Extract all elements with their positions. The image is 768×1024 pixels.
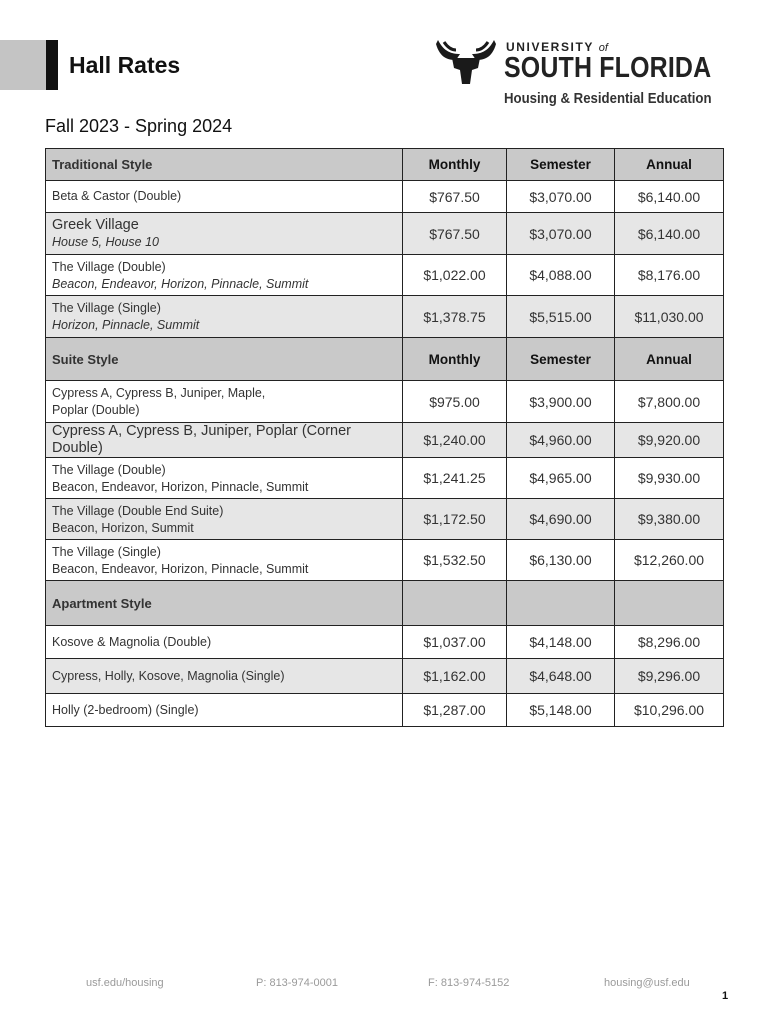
page-number: 1 xyxy=(722,990,729,1002)
monthly-rate-cell: $975.00 xyxy=(403,381,507,423)
annual-rate-cell: $12,260.00 xyxy=(615,540,724,581)
hall-buildings: Beacon, Endeavor, Horizon, Pinnacle, Summit xyxy=(52,276,309,291)
monthly-rate-cell: $1,532.50 xyxy=(403,540,507,581)
annual-rate-cell: $8,296.00 xyxy=(615,626,724,659)
hall-buildings: Beacon, Endeavor, Horizon, Pinnacle, Summit xyxy=(52,561,309,576)
hall-name-cell xyxy=(46,255,403,296)
table-row xyxy=(46,381,724,423)
hall-name-cell xyxy=(46,694,403,727)
table-row xyxy=(46,296,724,338)
section-title-cell xyxy=(46,581,403,626)
table-row xyxy=(46,694,724,727)
semester-rate-cell: $4,960.00 xyxy=(507,423,615,458)
hall-name: Greek Village xyxy=(52,217,139,233)
usf-logo xyxy=(434,36,734,112)
monthly-rate-cell: $1,378.75 xyxy=(403,296,507,338)
hall-name: Holly (2-bedroom) (Single) xyxy=(52,702,199,717)
section-header-row xyxy=(46,338,724,381)
hall-name: Cypress A, Cypress B, Juniper, Maple, xyxy=(52,386,266,400)
hall-name: The Village (Single) xyxy=(52,301,161,315)
footer-website[interactable]: usf.edu/housing xyxy=(86,977,164,989)
logo-of-text: of xyxy=(598,42,608,54)
monthly-rate-cell: $1,241.25 xyxy=(403,458,507,499)
hall-name: Cypress, Holly, Kosove, Magnolia (Single) xyxy=(52,668,285,683)
hall-name: Cypress A, Cypress B, Juniper, Poplar (Corner Double) xyxy=(52,423,351,456)
monthly-rate-cell: $1,287.00 xyxy=(403,694,507,727)
hall-name-cell xyxy=(46,499,403,540)
hall-name: Kosove & Magnolia (Double) xyxy=(52,634,212,649)
monthly-rate-cell: $767.50 xyxy=(403,213,507,255)
semester-rate-cell: $4,088.00 xyxy=(507,255,615,296)
monthly-rate-cell: $1,022.00 xyxy=(403,255,507,296)
hall-name-cell xyxy=(46,458,403,499)
hall-name: The Village (Single) xyxy=(52,544,161,559)
semester-rate-cell: $3,070.00 xyxy=(507,213,615,255)
monthly-rate-cell xyxy=(403,581,507,626)
hall-name-cell xyxy=(46,381,403,423)
section-header-row xyxy=(46,581,724,626)
monthly-rate-cell: Monthly xyxy=(403,338,507,381)
table-row xyxy=(46,540,724,581)
hall-name-cell xyxy=(46,423,403,458)
monthly-rate-cell: $1,240.00 xyxy=(403,423,507,458)
hall-name-cell xyxy=(46,540,403,581)
table-row xyxy=(46,423,724,458)
table-row xyxy=(46,255,724,296)
monthly-rate-cell: $1,037.00 xyxy=(403,626,507,659)
annual-rate-cell: $6,140.00 xyxy=(615,181,724,213)
table-row xyxy=(46,626,724,659)
term-subtitle: Fall 2023 - Spring 2024 xyxy=(45,116,233,136)
monthly-rate-cell: $1,162.00 xyxy=(403,659,507,694)
annual-rate-cell: $11,030.00 xyxy=(615,296,724,338)
section-title-cell xyxy=(46,149,403,181)
annual-rate-cell: $6,140.00 xyxy=(615,213,724,255)
hall-rates-table xyxy=(45,148,724,727)
semester-rate-cell: Semester xyxy=(507,338,615,381)
monthly-rate-cell: $767.50 xyxy=(403,181,507,213)
logo-department-text: Housing & Residential Education xyxy=(504,90,712,107)
hall-name-cell xyxy=(46,626,403,659)
semester-rate-cell: $4,690.00 xyxy=(507,499,615,540)
annual-rate-cell: $7,800.00 xyxy=(615,381,724,423)
table-row xyxy=(46,499,724,540)
monthly-rate-cell: Monthly xyxy=(403,149,507,181)
footer-email[interactable]: housing@usf.edu xyxy=(604,977,690,989)
table-row xyxy=(46,458,724,499)
table-row xyxy=(46,181,724,213)
annual-rate-cell: $8,176.00 xyxy=(615,255,724,296)
semester-rate-cell: $6,130.00 xyxy=(507,540,615,581)
annual-rate-cell: $9,920.00 xyxy=(615,423,724,458)
annual-rate-cell: $9,296.00 xyxy=(615,659,724,694)
hall-name-cell xyxy=(46,659,403,694)
annual-rate-cell: Annual xyxy=(615,338,724,381)
semester-rate-cell: $4,148.00 xyxy=(507,626,615,659)
hall-name: The Village (Double) xyxy=(52,462,166,477)
semester-rate-cell: $4,648.00 xyxy=(507,659,615,694)
annual-rate-cell: $9,930.00 xyxy=(615,458,724,499)
semester-rate-cell: $5,148.00 xyxy=(507,694,615,727)
hall-buildings: Horizon, Pinnacle, Summit xyxy=(52,318,200,332)
section-title: Traditional Style xyxy=(52,157,153,172)
annual-rate-cell: $9,380.00 xyxy=(615,499,724,540)
section-title: Apartment Style xyxy=(52,595,152,611)
section-title-cell xyxy=(46,338,403,381)
table-row xyxy=(46,659,724,694)
monthly-rate-cell: $1,172.50 xyxy=(403,499,507,540)
header-grey-block xyxy=(0,40,46,90)
hall-name-cell xyxy=(46,181,403,213)
hall-name-cell xyxy=(46,213,403,255)
hall-name: Beta & Castor (Double) xyxy=(52,189,182,203)
hall-buildings: Poplar (Double) xyxy=(52,403,140,417)
footer-fax: F: 813-974-5152 xyxy=(428,977,510,989)
semester-rate-cell: Semester xyxy=(507,149,615,181)
annual-rate-cell: Annual xyxy=(615,149,724,181)
hall-buildings: House 5, House 10 xyxy=(52,235,160,249)
hall-name: The Village (Double End Suite) xyxy=(52,503,224,518)
hall-name-cell xyxy=(46,296,403,338)
header-accent-bar xyxy=(46,40,58,90)
hall-buildings: Beacon, Endeavor, Horizon, Pinnacle, Summit xyxy=(52,479,309,494)
hall-name: The Village (Double) xyxy=(52,259,166,274)
bull-horns-icon xyxy=(434,38,498,88)
semester-rate-cell: $4,965.00 xyxy=(507,458,615,499)
semester-rate-cell: $3,070.00 xyxy=(507,181,615,213)
section-title: Suite Style xyxy=(52,351,119,367)
semester-rate-cell: $5,515.00 xyxy=(507,296,615,338)
semester-rate-cell: $3,900.00 xyxy=(507,381,615,423)
footer-phone: P: 813-974-0001 xyxy=(256,977,338,989)
annual-rate-cell xyxy=(615,581,724,626)
semester-rate-cell xyxy=(507,581,615,626)
annual-rate-cell: $10,296.00 xyxy=(615,694,724,727)
hall-buildings: Beacon, Horizon, Summit xyxy=(52,520,194,535)
logo-university-text: UNIVERSITY xyxy=(506,40,594,54)
section-header-row xyxy=(46,149,724,181)
page-title: Hall Rates xyxy=(69,52,181,78)
logo-south-florida-text: SOUTH FLORIDA xyxy=(504,52,712,84)
table-row xyxy=(46,213,724,255)
